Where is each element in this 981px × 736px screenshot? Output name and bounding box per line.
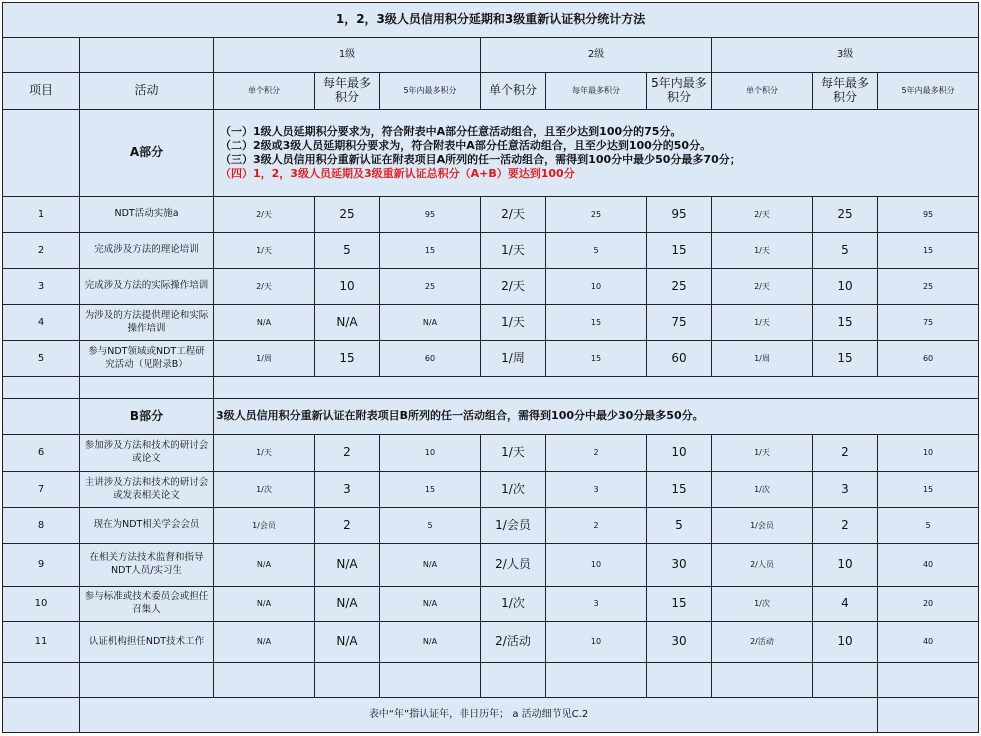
activity-cell: 完成涉及方法的实际操作培训 [80,269,214,305]
l2-unit-cell: 1/周 [481,341,546,377]
table-row [3,197,979,233]
section-a-note-2: （二）2级或3级人员延期积分要求为，符合附表中A部分任意活动组合，且至少达到100分的50分。 [220,138,712,152]
l3-unit-cell: 1/次 [712,472,813,508]
l3-year-cell: 15 [813,305,878,341]
activity-header: 活动 [80,73,214,110]
l3-unit-cell: 2/人员 [712,544,813,587]
l1-year-header: 每年最多积分 [315,73,380,110]
l1-5yr-cell: 15 [380,472,481,508]
l3-5yr-cell: 25 [878,269,979,305]
l1-year-cell: 15 [315,341,380,377]
l2-unit-cell: 2/天 [481,269,546,305]
l3-year-cell: 15 [813,341,878,377]
l1-5yr-cell: 10 [380,435,481,472]
blank-cell [878,698,979,733]
item-number: 4 [3,305,80,341]
l2-year-cell: 2 [546,508,647,544]
l2-5yr-cell: 30 [647,622,712,663]
blank-cell [3,663,80,698]
footer-note: 表中“年”指认证年，非日历年； a 活动细节见C.2 [80,698,878,733]
l1-year-cell: 2 [315,435,380,472]
l3-5yr-cell: 15 [878,233,979,269]
l3-unit-cell: 1/天 [712,305,813,341]
l3-5yr-cell: 10 [878,435,979,472]
l1-5yr-cell: N/A [380,622,481,663]
table-row [3,435,979,472]
l2-5yr-cell: 15 [647,472,712,508]
l3-5yr-cell: 95 [878,197,979,233]
l1-year-cell: 10 [315,269,380,305]
activity-cell: 参与NDT领域或NDT工程研究活动（见附录B） [80,341,214,377]
l1-unit-cell: 1/次 [214,472,315,508]
activity-cell: NDT活动实施a [80,197,214,233]
blank-cell [813,663,878,698]
activity-cell: 现在为NDT相关学会会员 [80,508,214,544]
l1-5yr-cell: N/A [380,587,481,622]
l2-5yr-cell: 30 [647,544,712,587]
l3-5yr-cell: 75 [878,305,979,341]
blank-cell [3,377,80,399]
section-b-row [3,399,979,435]
l1-5yr-cell: 95 [380,197,481,233]
section-b-label: B部分 [80,399,214,435]
l1-unit-cell: N/A [214,544,315,587]
blank-cell [80,377,214,399]
blank-cell [80,663,214,698]
activity-cell: 参与标准或技术委员会或担任召集人 [80,587,214,622]
item-number: 1 [3,197,80,233]
l3-unit-cell: 1/周 [712,341,813,377]
l1-year-cell: N/A [315,622,380,663]
l3-year-cell: 3 [813,472,878,508]
l2-unit-cell: 2/天 [481,197,546,233]
blank-cell [214,377,979,399]
l2-year-cell: 5 [546,233,647,269]
l1-year-cell: N/A [315,305,380,341]
l2-unit-cell: 2/人员 [481,544,546,587]
blank-cell [80,38,214,73]
l2-unit-header: 单个积分 [481,73,546,110]
l3-5yr-cell: 60 [878,341,979,377]
l2-5yr-cell: 60 [647,341,712,377]
l3-5yr-cell: 15 [878,472,979,508]
l3-year-cell: 4 [813,587,878,622]
l2-5yr-cell: 15 [647,587,712,622]
l2-year-cell: 15 [546,305,647,341]
l1-unit-cell: 1/周 [214,341,315,377]
section-a-note-3: （三）3级人员信用积分重新认证在附表项目A所列的任一活动组合，需得到100分中最少50分最多70分； [220,153,741,166]
l3-year-cell: 10 [813,622,878,663]
item-number: 2 [3,233,80,269]
item-number: 9 [3,544,80,587]
l3-year-header: 每年最多积分 [813,73,878,110]
l3-year-cell: 2 [813,435,878,472]
blank-cell [3,38,80,73]
l3-unit-cell: 2/天 [712,269,813,305]
section-b-note: 3级人员信用积分重新认证在附表项目B所列的任一活动组合，需得到100分中最少30分最多50分。 [214,399,979,435]
l2-5yr-cell: 75 [647,305,712,341]
l1-year-cell: 5 [315,233,380,269]
title-row [3,3,979,38]
l3-year-cell: 10 [813,269,878,305]
l3-5yr-cell: 40 [878,622,979,663]
l2-year-cell: 10 [546,622,647,663]
l1-unit-cell: N/A [214,622,315,663]
l1-unit-header: 单个积分 [214,73,315,110]
l3-5yr-cell: 20 [878,587,979,622]
blank-cell [214,663,315,698]
l1-year-cell: N/A [315,587,380,622]
spacer-row [3,377,979,399]
activity-cell: 主讲涉及方法和技术的研讨会或发表相关论文 [80,472,214,508]
l2-year-cell: 3 [546,587,647,622]
activity-cell: 认证机构担任NDT技术工作 [80,622,214,663]
item-number: 10 [3,587,80,622]
l1-year-cell: 3 [315,472,380,508]
l3-5yr-header: 5年内最多积分 [878,73,979,110]
table-row [3,544,979,587]
l1-5yr-cell: 25 [380,269,481,305]
l3-unit-cell: 1/次 [712,587,813,622]
column-header-row [3,73,979,110]
l2-unit-cell: 1/天 [481,305,546,341]
item-number: 7 [3,472,80,508]
blank-cell [546,663,647,698]
l3-unit-cell: 2/活动 [712,622,813,663]
l1-5yr-cell: 60 [380,341,481,377]
l3-unit-header: 单个积分 [712,73,813,110]
l2-5yr-header: 5年内最多积分 [647,73,712,110]
l1-year-cell: 25 [315,197,380,233]
level-3-header: 3级 [712,38,979,73]
table-row [3,587,979,622]
blank-cell [3,399,80,435]
empty-row [3,663,979,698]
table-row [3,341,979,377]
l3-unit-cell: 2/天 [712,197,813,233]
l2-year-cell: 10 [546,544,647,587]
table-row [3,472,979,508]
activity-cell: 参加涉及方法和技术的研讨会或论文 [80,435,214,472]
item-number: 5 [3,341,80,377]
l3-unit-cell: 1/天 [712,233,813,269]
table-row [3,622,979,663]
credit-table [2,2,979,733]
l1-unit-cell: N/A [214,587,315,622]
l3-unit-cell: 1/会员 [712,508,813,544]
blank-cell [712,663,813,698]
activity-cell: 在相关方法技术监督和指导NDT人员/实习生 [80,544,214,587]
item-number: 11 [3,622,80,663]
activity-cell: 完成涉及方法的理论培训 [80,233,214,269]
l2-unit-cell: 1/天 [481,233,546,269]
l1-unit-cell: 1/会员 [214,508,315,544]
l3-5yr-cell: 5 [878,508,979,544]
l1-unit-cell: 2/天 [214,269,315,305]
l1-unit-cell: 1/天 [214,435,315,472]
l2-year-cell: 2 [546,435,647,472]
blank-cell [878,663,979,698]
l2-5yr-cell: 95 [647,197,712,233]
section-a-row [3,110,979,197]
l2-unit-cell: 1/天 [481,435,546,472]
l2-5yr-cell: 25 [647,269,712,305]
l1-unit-cell: 2/天 [214,197,315,233]
table-row [3,269,979,305]
l2-year-cell: 15 [546,341,647,377]
level-2-header: 2级 [481,38,712,73]
l2-year-cell: 3 [546,472,647,508]
l3-5yr-cell: 40 [878,544,979,587]
l1-unit-cell: N/A [214,305,315,341]
blank-cell [3,110,80,197]
l1-year-cell: 2 [315,508,380,544]
level-1-header: 1级 [214,38,481,73]
blank-cell [380,663,481,698]
section-a-note-red: （四）1，2，3级人员延期及3级重新认证总积分（A+B）要达到100分 [220,167,575,181]
blank-cell [315,663,380,698]
l3-year-cell: 5 [813,233,878,269]
footer-row [3,698,979,733]
l2-year-cell: 10 [546,269,647,305]
section-a-note-1: （一）1级人员延期积分要求为，符合附表中A部分任意活动组合，且至少达到100分的75分。 [220,124,682,138]
l3-unit-cell: 1/天 [712,435,813,472]
l1-5yr-cell: 15 [380,233,481,269]
blank-cell [3,698,80,733]
l1-5yr-header: 5年内最多积分 [380,73,481,110]
l3-year-cell: 25 [813,197,878,233]
item-number: 6 [3,435,80,472]
table-title: 1，2，3级人员信用积分延期和3级重新认证积分统计方法 [3,3,979,38]
l3-year-cell: 2 [813,508,878,544]
l1-5yr-cell: 5 [380,508,481,544]
level-header-row [3,38,979,73]
table-row [3,305,979,341]
section-a-label: A部分 [80,110,214,197]
table-row [3,233,979,269]
section-a-notes [214,110,979,197]
l1-5yr-cell: N/A [380,305,481,341]
l2-unit-cell: 1/次 [481,472,546,508]
l2-unit-cell: 2/活动 [481,622,546,663]
l2-unit-cell: 1/会员 [481,508,546,544]
l2-5yr-cell: 10 [647,435,712,472]
l1-year-cell: N/A [315,544,380,587]
table-row [3,508,979,544]
l2-unit-cell: 1/次 [481,587,546,622]
blank-cell [481,663,546,698]
l2-year-cell: 25 [546,197,647,233]
l2-5yr-cell: 15 [647,233,712,269]
activity-cell: 为涉及的方法提供理论和实际操作培训 [80,305,214,341]
l2-5yr-cell: 5 [647,508,712,544]
item-number: 8 [3,508,80,544]
blank-cell [647,663,712,698]
l2-year-header: 每年最多积分 [546,73,647,110]
item-header: 项目 [3,73,80,110]
l3-year-cell: 10 [813,544,878,587]
l1-5yr-cell: N/A [380,544,481,587]
item-number: 3 [3,269,80,305]
l1-unit-cell: 1/天 [214,233,315,269]
